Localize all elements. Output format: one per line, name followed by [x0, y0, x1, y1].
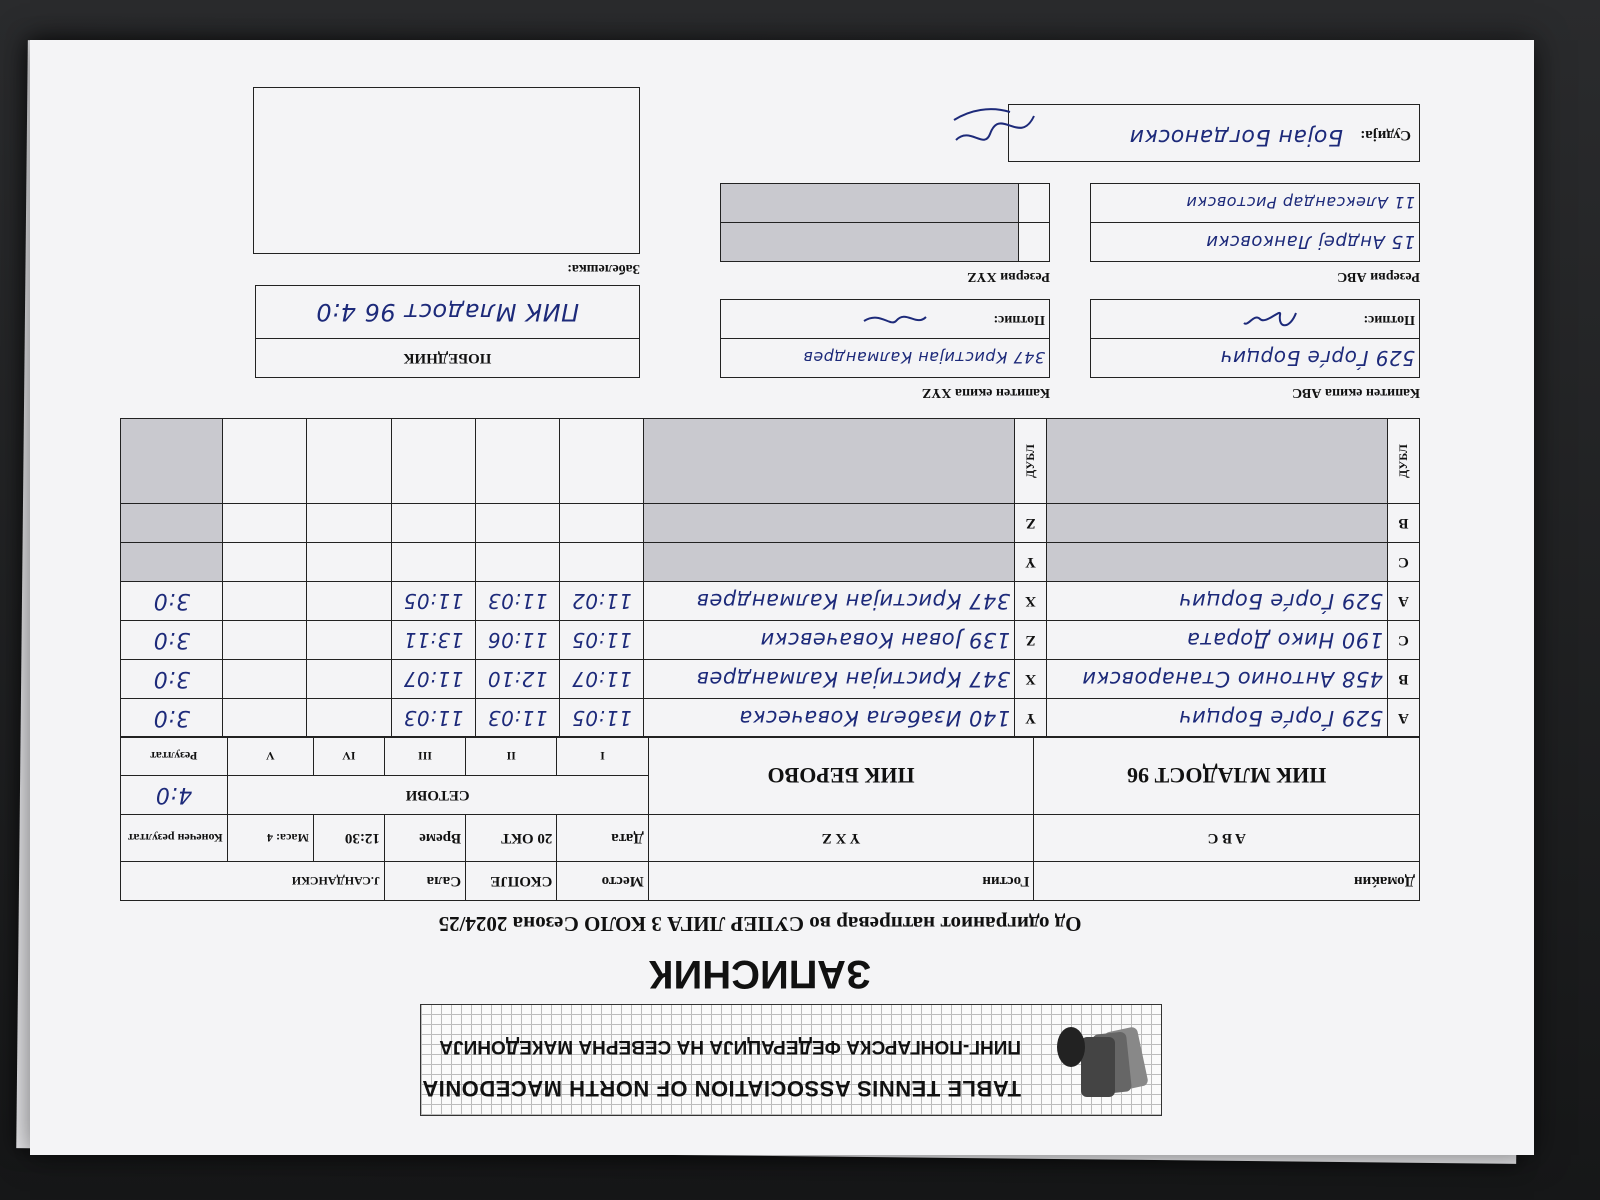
match-row — [121, 660, 1420, 699]
set-score — [307, 660, 391, 699]
set-score: 11:02 — [560, 582, 644, 621]
referee-signature — [950, 96, 1040, 156]
guest-player: 347 Кристијан Калмандрев — [644, 660, 1015, 699]
set-label: III — [384, 737, 465, 776]
guest-slot: Z — [1015, 504, 1047, 543]
match-row — [121, 543, 1420, 582]
home-slot: C — [1387, 621, 1419, 660]
set-score — [560, 543, 644, 582]
home-team: ПИК МЛАДОСТ 96 — [1034, 737, 1420, 815]
hall-value: J.САНДАНСКИ — [121, 862, 385, 901]
home-captain-signature — [1240, 305, 1300, 333]
set-score — [307, 543, 391, 582]
match-result — [121, 419, 223, 504]
doc-title: ЗАПИСНИК — [649, 952, 871, 996]
home-captain-label: Капитен екипа ABC — [1291, 385, 1420, 400]
set-score: 13:11 — [391, 621, 475, 660]
final-score: 4:0 — [121, 776, 228, 815]
date-value: 20 ОКТ — [466, 815, 557, 862]
guest-player — [644, 419, 1015, 504]
guest-label: Гостин — [648, 862, 1034, 901]
match-row-doubles — [121, 419, 1420, 504]
home-player — [1047, 543, 1388, 582]
paper-sheet — [30, 40, 1534, 1155]
home-slot: B — [1387, 504, 1419, 543]
guest-player: 347 Кристијан Калмандрев — [644, 582, 1015, 621]
set-score: 11:03 — [475, 582, 559, 621]
scoresheet-document — [90, 76, 1420, 1116]
association-logo — [420, 1004, 1162, 1116]
guest-team: ПИК БЕРОВО — [648, 737, 1034, 815]
home-player: 529 Ѓорѓе Борцич — [1047, 699, 1388, 738]
set-label: V — [227, 737, 313, 776]
match-row — [121, 699, 1420, 738]
set-score — [307, 582, 391, 621]
guest-slot: Y — [1015, 699, 1047, 738]
home-slot: ДУБЛ — [1387, 419, 1419, 504]
set-score — [475, 543, 559, 582]
time-label: Време — [384, 815, 465, 862]
match-result: 3:0 — [121, 660, 223, 699]
set-score — [475, 504, 559, 543]
org-name-mk: ПИНГ-ПОНГАРСКА ФЕДЕРАЦИЈА НА СЕВЕРНА МАКЕДОНИЈА — [439, 1036, 1021, 1057]
home-reserves-box — [1090, 183, 1420, 262]
home-slot: A — [1387, 699, 1419, 738]
set-score — [223, 543, 307, 582]
date-label: Дата — [557, 815, 648, 862]
set-score: 11:07 — [560, 660, 644, 699]
set-score: 11:03 — [475, 699, 559, 738]
set-label: I — [557, 737, 648, 776]
match-row — [121, 582, 1420, 621]
set-score: 11:07 — [391, 660, 475, 699]
home-label: Домаќин — [1034, 862, 1420, 901]
set-score — [560, 504, 644, 543]
place-value: СКОПЈЕ — [466, 862, 557, 901]
set-score — [307, 504, 391, 543]
guest-captain-box — [720, 299, 1050, 378]
time-value: 12:30 — [313, 815, 384, 862]
doc-subtitle: Од одиграниот натпревар во СУПЕР ЛИГА 3 КОЛО Сезона 2024/25 — [438, 912, 1082, 936]
set-score: 11:05 — [391, 582, 475, 621]
match-result: 3:0 — [121, 621, 223, 660]
match-result — [121, 504, 223, 543]
set-score — [475, 419, 559, 504]
set-score: 11:05 — [560, 699, 644, 738]
place-label: Место — [557, 862, 648, 901]
home-player: 190 Нико Дората — [1047, 621, 1388, 660]
set-score — [391, 504, 475, 543]
home-player — [1047, 419, 1388, 504]
sets-header: СЕТОВИ — [227, 776, 648, 815]
winner-box — [255, 285, 640, 378]
set-label: IV — [313, 737, 384, 776]
set-score — [307, 419, 391, 504]
set-score: 11:03 — [391, 699, 475, 738]
home-player: 458 Антонио Станаровски — [1047, 660, 1388, 699]
guest-slot: Z — [1015, 621, 1047, 660]
guest-slot: ДУБЛ — [1015, 419, 1047, 504]
winner-label: ПОБЕДНИК — [256, 339, 640, 378]
home-reserves-label: Резерви ABC — [1337, 269, 1420, 284]
set-score — [223, 582, 307, 621]
guest-captain-value: 347 Кристијан Калмандрев — [721, 339, 1050, 378]
result-label: Резултат — [121, 737, 228, 776]
paddle-logo-icon — [1051, 1015, 1151, 1107]
winner-value: ПИК Младост 96 4:0 — [256, 286, 640, 339]
set-label: II — [466, 737, 557, 776]
referee-box — [1008, 104, 1420, 162]
matches-table — [120, 418, 1420, 738]
set-score — [560, 419, 644, 504]
match-result: 3:0 — [121, 582, 223, 621]
set-score — [307, 699, 391, 738]
final-label: Конечен резултат — [121, 815, 228, 862]
home-reserve: 11 Александар Ристовски — [1091, 184, 1420, 223]
set-score — [223, 660, 307, 699]
guest-reserves-box — [720, 183, 1050, 262]
referee-name: Бојан Богданоски — [1129, 124, 1343, 149]
set-score: 11:06 — [475, 621, 559, 660]
match-result: 3:0 — [121, 699, 223, 738]
home-code: A B C — [1034, 815, 1420, 862]
home-player: 529 Ѓорѓе Борцич — [1047, 582, 1388, 621]
guest-sign-label: Потпис: — [993, 311, 1045, 327]
set-score — [391, 543, 475, 582]
guest-code: Y X Z — [648, 815, 1034, 862]
guest-player: 140 Изабела Коваческа — [644, 699, 1015, 738]
home-reserve: 15 Андреј Ланковски — [1091, 223, 1420, 262]
home-slot: A — [1387, 582, 1419, 621]
guest-slot: X — [1015, 660, 1047, 699]
guest-captain-label: Капитен екипа XYZ — [921, 385, 1050, 400]
match-info-table — [120, 736, 1420, 901]
set-score: 11:05 — [560, 621, 644, 660]
set-score — [223, 504, 307, 543]
hall-label: Сала — [384, 862, 465, 901]
guest-player: 139 Јован Ковачевски — [644, 621, 1015, 660]
home-slot: B — [1387, 660, 1419, 699]
home-slot: C — [1387, 543, 1419, 582]
table-label: Маса: 4 — [227, 815, 313, 862]
org-name-en: TABLE TENNIS ASSOCIATION OF NORTH MACEDONIA — [421, 1076, 1021, 1101]
set-score: 12:10 — [475, 660, 559, 699]
set-score — [223, 621, 307, 660]
match-row — [121, 504, 1420, 543]
set-score — [223, 419, 307, 504]
guest-player — [644, 543, 1015, 582]
set-score — [307, 621, 391, 660]
guest-player — [644, 504, 1015, 543]
home-sign-label: Потпис: — [1363, 311, 1415, 327]
match-row — [121, 621, 1420, 660]
set-score — [223, 699, 307, 738]
notes-label: Забелешка: — [567, 261, 640, 276]
notes-box — [253, 87, 640, 254]
home-player — [1047, 504, 1388, 543]
home-captain-box — [1090, 299, 1420, 378]
match-result — [121, 543, 223, 582]
set-score — [391, 419, 475, 504]
guest-captain-signature — [860, 307, 930, 331]
guest-reserves-label: Резерви XYZ — [967, 269, 1050, 284]
referee-label: Судија: — [1360, 127, 1411, 143]
guest-slot: Y — [1015, 543, 1047, 582]
home-captain-value: 529 Ѓорѓе Борцич — [1091, 339, 1420, 378]
guest-slot: X — [1015, 582, 1047, 621]
